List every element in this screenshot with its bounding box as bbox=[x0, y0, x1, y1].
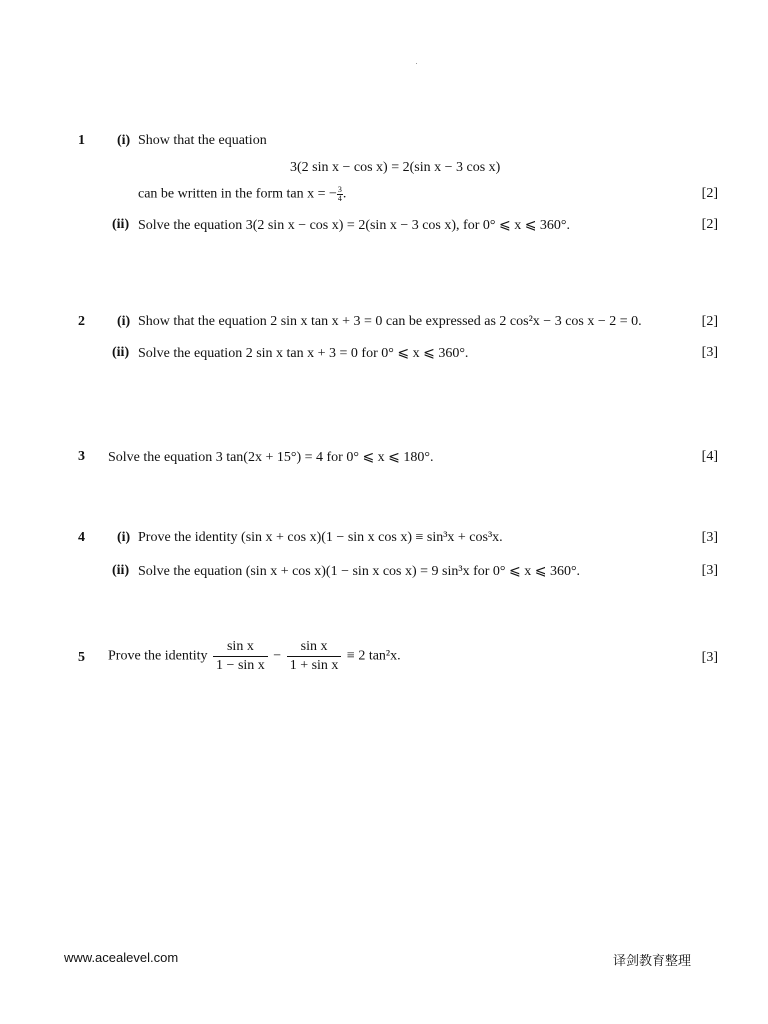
q4-part-ii-text: Solve the equation (sin x + cos x)(1 − sin x cos x) = 9 sin³x for 0° ⩽ x ⩽ 360°. bbox=[138, 564, 581, 579]
footer-organizer: 译剑教育整理 bbox=[613, 954, 692, 969]
q4-part-i-mark: [3] bbox=[701, 530, 718, 545]
q5-fraction-2 bbox=[287, 639, 342, 674]
q4-number: 4 bbox=[78, 530, 85, 545]
q4-part-ii-mark: [3] bbox=[701, 563, 718, 578]
q5-frac1-num: sin x bbox=[213, 639, 268, 657]
q1-part-ii-mark: [2] bbox=[701, 217, 718, 232]
q1-form-den: 4 bbox=[337, 194, 342, 203]
q2-number: 2 bbox=[78, 314, 85, 329]
q2-part-i-text: Show that the equation 2 sin x tan x + 3 = 0 can be expressed as 2 cos²x − 3 cos x − 2 = 0. bbox=[138, 314, 642, 329]
q1-form-text: can be written in the form tan x = − bbox=[138, 186, 337, 202]
q3-number: 3 bbox=[78, 449, 85, 464]
q1-part-i-mark: [2] bbox=[701, 186, 718, 201]
q1-part-ii-text: Solve the equation 3(2 sin x − cos x) = 2(sin x − 3 cos x), for 0° ⩽ x ⩽ 360°. bbox=[138, 218, 571, 233]
q5-minus: − bbox=[273, 648, 282, 664]
q1-part-ii-label: (ii) bbox=[112, 217, 130, 232]
q1-part-i-label: (i) bbox=[117, 133, 131, 148]
q4-part-i-text: Prove the identity (sin x + cos x)(1 − sin x cos x) ≡ sin³x + cos³x. bbox=[138, 530, 503, 545]
q5-frac2-den: 1 + sin x bbox=[289, 658, 339, 673]
q1-number: 1 bbox=[78, 133, 85, 148]
q5-fraction-1 bbox=[213, 639, 268, 674]
q2-part-i-mark: [2] bbox=[701, 314, 718, 329]
q5-number: 5 bbox=[78, 650, 85, 665]
q2-part-i-label: (i) bbox=[117, 314, 131, 329]
q1-form-end: . bbox=[342, 186, 347, 202]
q4-part-i-label: (i) bbox=[117, 530, 131, 545]
footer-website-link[interactable]: www.acealevel.com bbox=[64, 950, 179, 965]
q1-form-num: 3 bbox=[337, 185, 342, 194]
q3-text: Solve the equation 3 tan(2x + 15°) = 4 for 0° ⩽ x ⩽ 180°. bbox=[108, 450, 434, 465]
q2-part-ii-label: (ii) bbox=[112, 345, 130, 360]
q4-part-ii-label: (ii) bbox=[112, 563, 130, 578]
q2-part-ii-text: Solve the equation 2 sin x tan x + 3 = 0 for 0° ⩽ x ⩽ 360°. bbox=[138, 346, 469, 361]
q1-part-i-intro: Show that the equation bbox=[138, 133, 267, 148]
q5-mark: [3] bbox=[701, 650, 718, 665]
q5-rhs: ≡ 2 tan²x. bbox=[346, 648, 401, 664]
q5-frac1-den: 1 − sin x bbox=[216, 658, 265, 673]
q3-mark: [4] bbox=[701, 449, 718, 464]
page-dot bbox=[416, 63, 417, 64]
q5-intro: Prove the identity bbox=[108, 648, 208, 664]
q2-part-ii-mark: [3] bbox=[701, 345, 718, 360]
q1-equation: 3(2 sin x − cos x) = 2(sin x − 3 cos x) bbox=[290, 160, 501, 175]
q5-frac2-num: sin x bbox=[287, 639, 342, 657]
q5-line bbox=[108, 639, 401, 674]
q1-form-line bbox=[138, 186, 346, 203]
